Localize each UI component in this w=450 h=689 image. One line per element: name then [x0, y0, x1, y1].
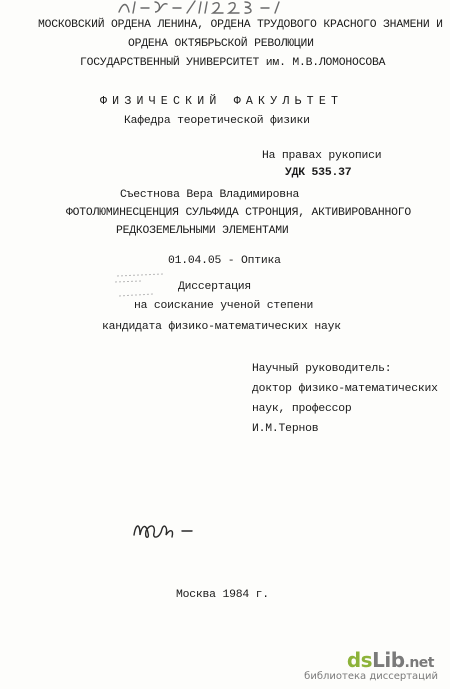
supervisor-title-line-2: наук, профессор	[252, 403, 352, 415]
handwritten-signature	[130, 515, 200, 545]
degree-purpose: на соискание ученой степени	[134, 300, 314, 312]
degree-name: кандидата физико-математических наук	[102, 321, 341, 333]
institution-line-1: МОСКОВСКИЙ ОРДЕНА ЛЕНИНА, ОРДЕНА ТРУДОВОГО КРАСНОГО ЗНАМЕНИ И	[38, 19, 443, 31]
thesis-title-line-1: ФОТОЛЮМИНЕСЦЕНЦИЯ СУЛЬФИДА СТРОНЦИЯ, АКТИВИРОВАННОГО	[66, 207, 412, 219]
faded-stamp-mark	[113, 272, 173, 302]
city-year: Москва 1984 г.	[176, 589, 269, 601]
watermark-tagline: библиотека диссертаций	[304, 671, 438, 682]
watermark-logo-suffix: Lib	[372, 648, 405, 672]
institution-line-2: ОРДЕНА ОКТЯБРЬСКОЙ РЕВОЛЮЦИИ	[128, 38, 314, 50]
faculty-name: ФИЗИЧЕСКИЙ ФАКУЛЬТЕТ	[100, 95, 344, 108]
handwritten-archive-code	[115, 0, 310, 16]
specialty-code: 01.04.05 - Оптика	[168, 255, 281, 267]
dslib-watermark	[304, 648, 442, 685]
author-name: Съестнова Вера Владимировна	[120, 189, 300, 201]
manuscript-rights-note: На правах рукописи	[262, 150, 382, 162]
supervisor-label: Научный руководитель:	[252, 363, 392, 375]
supervisor-title-line-1: доктор физико-математических	[252, 383, 438, 395]
thesis-title-line-2: РЕДКОЗЕМЕЛЬНЫМИ ЭЛЕМЕНТАМИ	[116, 225, 289, 237]
supervisor-name: И.М.Тернов	[252, 423, 319, 435]
department-name: Кафедра теоретической физики	[124, 115, 310, 127]
watermark-logo-prefix: ds	[346, 648, 373, 672]
document-type: Диссертация	[178, 281, 251, 293]
institution-line-3: ГОСУДАРСТВЕННЫЙ УНИВЕРСИТЕТ им. М.В.ЛОМОНОСОВА	[80, 57, 386, 69]
watermark-logo-domain: .net	[404, 655, 434, 671]
udc-code: УДК 535.37	[285, 167, 352, 179]
